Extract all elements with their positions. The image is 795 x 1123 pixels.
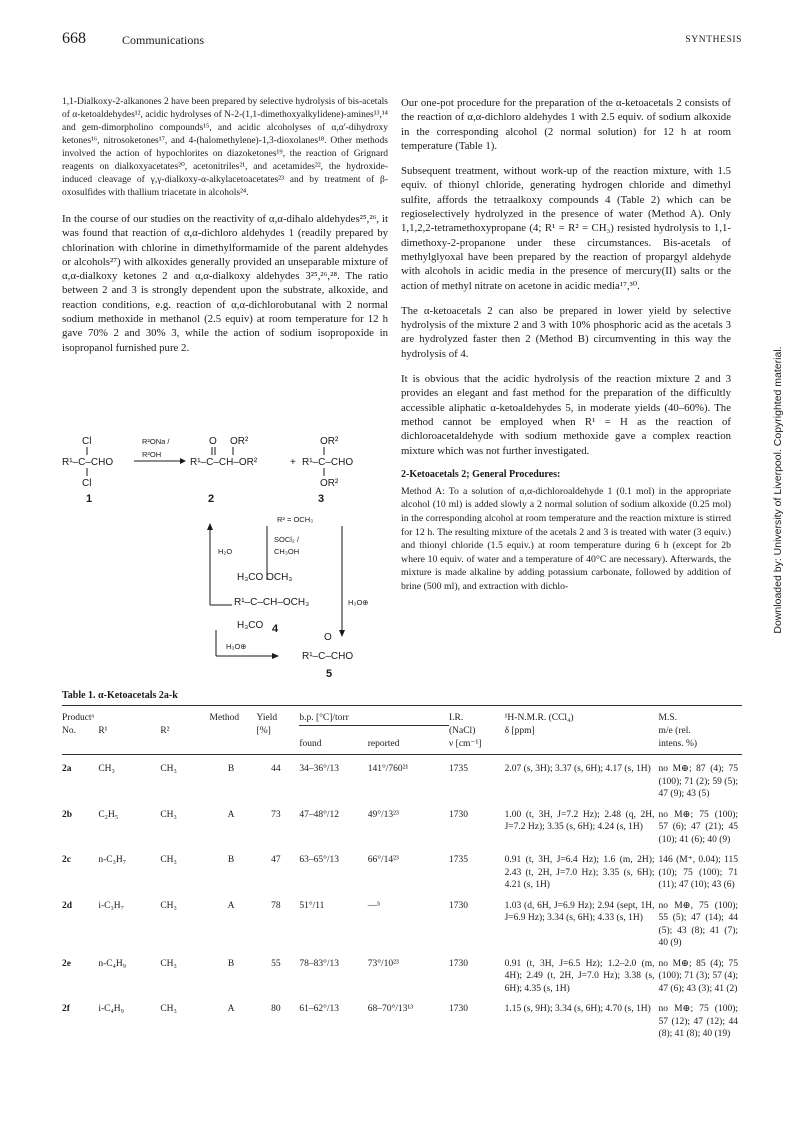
cell-method: B — [227, 958, 235, 969]
cell-no: 2a — [62, 764, 72, 774]
table-row — [62, 892, 742, 950]
cell-bp-reported: 141°/760²¹ — [367, 764, 409, 774]
header-ir-unit: ν [cm⁻¹] — [448, 738, 482, 749]
arrow-head — [180, 458, 186, 464]
table-header-row — [62, 725, 742, 738]
section-name: Communications — [122, 33, 204, 47]
reagent-ch3oh: CH₃OH — [274, 547, 300, 556]
condition-r2: R² = OCH₃ — [277, 515, 314, 524]
cell-ms: no M⊕; 87 (4); 75 (100); 71 (2); 59 (5); 47 (9); 43 (5) — [658, 764, 738, 799]
cell-method: B — [227, 764, 235, 774]
header-product: Productᵃ — [62, 713, 95, 723]
procedure-overview: Our one-pot procedure for the preparation of the α-ketoacetals 2 consists of the reaction of α,α-dichloro aldehydes 1 with 2.5 equiv. of sodium alkoxide in the corresponding alcohol (2 normal solution) for 12 h at room temperature (Table 1). — [401, 97, 731, 152]
header-method: Method — [209, 713, 240, 723]
header-no: No. — [62, 726, 76, 736]
reaction-scheme-svg — [62, 430, 390, 665]
header-yield: Yield — [256, 713, 278, 723]
cell-method: A — [227, 1004, 235, 1014]
procedure-title: 2-Ketoacetals 2; General Procedures: — [401, 468, 561, 480]
method-b-paragraph: The α-ketoacetals 2 can also be prepared in lower yield by selective hydrolysis of the mixture 2 and 3 with 10% phosphoric acid as the acetals 3 are hydrolyzed faster then 2 (Method B) circumventing in this way the hydrolysis of 4. — [401, 304, 731, 360]
cell-r1: i-C₄H₉ — [98, 1004, 124, 1014]
table — [62, 705, 742, 1041]
ketoaldehyde-paragraph: It is obvious that the acidic hydrolysis of the reaction mixture 2 and 3 provides an elegant and fast method for the preparation of the difficultly accessible aliphatic α-ketoaldehydes 5, in moderate yields (40–60%). The method cannot be employed when R¹ = H as the reaction of dichloroacetaldehyde with sodium methoxide gave a complex reaction mixture which was not further investigated. — [401, 373, 731, 457]
compound-label-1: 1 — [86, 493, 93, 505]
method-a-procedure: Method A: To a solution of α,α-dichloroaldehyde 1 (0.1 mol) in the appropriate alcohol (10 ml) is added slowly a 2 normal solution of sodium alkoxide (0.25 mol) in the corresponding alcohol at room temperature and the reaction mixture is stirred for 12 h. The resulting mixture of the acetals 2 and 3 is treated with water (3 equiv.) and thionyl chloride (1.5 equiv.) at room temperature during 6 h (except for 2b where 10 equiv. of water and a temperature of 40°C are necessary). Afterwards, the mixture is made alkaline by adding potassium carbonate, followed by addition of brine (500 ml), and extraction with dichlo- — [401, 485, 731, 592]
journal-name: SYNTHESIS — [685, 35, 742, 45]
header-ir-medium: (NaCl) — [448, 726, 476, 736]
plus-sign: + — [290, 457, 296, 468]
cell-ms: 146 (M⁺, 0.04); 115 (10); 75 (100); 71 (11); 47 (10); 43 (6) — [658, 855, 738, 890]
cell-nmr: 1.15 (s, 9H); 3.34 (s, 6H); 4.70 (s, 1H) — [504, 1004, 651, 1014]
cell-no: 2c — [62, 855, 71, 865]
left-column — [62, 96, 388, 366]
cell-no: 2d — [62, 900, 73, 911]
watermark-text: Downloaded by: University of Liverpool. Copyrighted material. — [772, 346, 784, 634]
compound-label-2: 2 — [208, 493, 215, 505]
cell-r2: CH₃ — [160, 855, 177, 865]
cell-no: 2e — [62, 958, 71, 969]
ald-or2-bottom: OR² — [320, 478, 339, 489]
header-r2: R² — [160, 726, 170, 736]
compound-label-3: 3 — [318, 493, 325, 505]
cell-ms: no M⊕, 75 (100); 55 (5); 47 (14); 44 (5); 43 (8); 41 (7); 40 (9) — [658, 900, 738, 948]
reaction-scheme — [62, 430, 390, 665]
cell-nmr: 2.07 (s, 3H); 3.37 (s, 6H); 4.17 (s, 1H) — [504, 764, 651, 774]
right-column — [401, 96, 731, 594]
ketoacetal-table — [62, 705, 742, 1041]
cell-ir: 1735 — [448, 855, 468, 865]
table-title: Table 1. α-Ketoacetals 2a-k — [62, 690, 178, 701]
cell-ir: 1730 — [448, 958, 468, 969]
tetra-chain: R¹–C–CH–OCH₃ — [234, 597, 310, 608]
arrow-head — [272, 653, 279, 659]
header-r1: R¹ — [98, 726, 108, 736]
arrow-reagent-2: R²OH — [142, 450, 162, 459]
ald-chain: R¹–C–CHO — [302, 457, 354, 468]
cell-yield: 47 — [271, 855, 281, 865]
arrow-head — [339, 630, 345, 637]
header-ir: I.R. — [448, 713, 464, 723]
cell-nmr: 1.03 (d, 6H, J=6.9 Hz); 2.94 (sept, 1H, J=6.9 Hz); 3.34 (s, 6H); 4.33 (s, 1H) — [504, 900, 655, 923]
intro-paragraph: 1,1-Dialkoxy-2-alkanones 2 have been prepared by selective hydrolysis of bis-acetals of α-ketoaldehydes¹², acidic hydrolyses of N-2-(1,1-dimethoxyalkylidene)-amines¹³,¹⁴ and gem-dimorpholino compounds¹⁵, and acidic alcoholyses of α,α′-dihydroxy ketones¹⁶, nitrosoketones¹⁷, and 4-(halomethylene)-1,3-dioxolanes¹⁸. Other methods involved the action of hypochlorites on diazoketones¹⁹, the reaction of Grignard reagents on dialkoxyacetates²⁰, acetonitriles²¹, and acetamides²², the hydroxide-induced cleavage of γ,γ-dialkoxy-α-alkylacetoacetates²³ and by treatment of β-oxosulfides with thallium triacetate in alcohols²⁴. — [62, 97, 388, 198]
cell-nmr: 0.91 (t, 3H, J=6.5 Hz); 1.2–2.0 (m, 4H); 2.49 (t, 2H, J=7.0 Hz); 3.38 (s, 6H); 4.35 (s, 1H) — [504, 958, 655, 994]
tetraalkoxy-paragraph: Subsequent treatment, without work-up of the reaction mixture, with 1.5 equiv. of thionyl chloride, generating hydrogen chloride and dimethyl sulfite, affords the tetraalkoxy compounds 4 (Table 2) which can be regioselectively hydrolyzed in the presence of water (Method A). Only 1,1,2,2-tetramethoxypropane (4; R¹ = R² = CH₃) resisted hydrolysis to 1,1-dimethoxy-2-propanone under these circumstances. Bis-acetals of methylglyoxal have been prepared by the reaction of propargyl aldehyde with alcohols in acidic media in the presence of mercury(II) salts or the action of methyl nitrate on acetone in acidic media¹⁷,³⁰. — [401, 165, 731, 292]
cell-yield: 78 — [271, 900, 281, 911]
cell-ir: 1730 — [448, 1004, 468, 1014]
cell-method: A — [227, 809, 235, 820]
cell-r2: CH₃ — [160, 764, 177, 774]
cell-r2: CH₃ — [160, 1004, 177, 1014]
table-row — [62, 995, 742, 1041]
sm-cl-bottom: Cl — [82, 478, 92, 489]
cell-bp-found: 51°/11 — [299, 900, 325, 911]
compound-label-4: 4 — [272, 623, 279, 635]
cell-yield: 80 — [271, 1004, 281, 1014]
cell-yield: 55 — [271, 958, 281, 969]
cell-no: 2f — [62, 1004, 70, 1014]
header-reported: reported — [367, 738, 400, 749]
header-ms-unit: m/e (rel. — [658, 726, 691, 736]
keto-chain: R¹–C–CHO — [302, 651, 354, 662]
ketone-or2: OR² — [230, 436, 249, 447]
cell-r1: n-C₃H₇ — [98, 855, 127, 865]
header-ms-unit-2: intens. %) — [658, 738, 698, 749]
cell-ir: 1735 — [448, 764, 468, 774]
cell-ir: 1730 — [448, 900, 468, 911]
cell-r1: n-C₄H₉ — [98, 958, 127, 969]
table-row — [62, 801, 742, 847]
arrow-reagent-1: R²ONa / — [142, 437, 170, 446]
page-number: 668 — [62, 30, 86, 47]
cell-bp-reported: —ᵇ — [367, 900, 381, 911]
cell-no: 2b — [62, 809, 73, 820]
header-yield-unit: [%] — [256, 726, 271, 736]
cell-bp-reported: 73°/10²³ — [367, 958, 399, 969]
cell-bp-found: 63–65°/13 — [299, 855, 340, 865]
cell-method: B — [227, 855, 235, 865]
tetra-top: H₃CO OCH₃ — [237, 572, 293, 583]
cell-bp-found: 61–62°/13 — [299, 1004, 340, 1014]
compound-label-5: 5 — [326, 668, 333, 680]
cell-ms: no M⊕; 75 (100); 57 (12); 47 (12); 44 (8); 41 (8); 40 (19) — [658, 1004, 738, 1039]
header-ms: M.S. — [658, 713, 678, 723]
download-watermark — [768, 260, 788, 720]
header-nmr-unit: δ [ppm] — [504, 726, 535, 736]
cell-bp-found: 78–83°/13 — [299, 958, 340, 969]
cell-method: A — [227, 900, 235, 911]
cell-yield: 44 — [271, 764, 281, 774]
table-row — [62, 950, 742, 996]
arrow-head — [207, 523, 213, 530]
cell-ms: no M⊕; 75 (100); 57 (6); 47 (21); 45 (10); 41 (6); 40 (9) — [658, 809, 738, 845]
h3o-bottom: H₃O⊕ — [226, 642, 247, 651]
sm-cl-top: Cl — [82, 436, 92, 447]
cell-ir: 1730 — [448, 809, 468, 820]
ketone-chain: R¹–C–CH–OR² — [190, 457, 258, 468]
tetra-bottom: H₃CO — [237, 620, 264, 631]
cell-nmr: 1.00 (t, 3H, J=7.2 Hz); 2.48 (q, 2H, J=7.2 Hz); 3.35 (s, 6H); 4.24 (s, 1H) — [504, 809, 655, 832]
header-nmr: ¹H-N.M.R. (CCl₄) — [504, 713, 574, 723]
keto-o: O — [324, 632, 332, 643]
table-header-row — [62, 738, 742, 755]
cell-nmr: 0.91 (t, 3H, J=6.4 Hz); 1.6 (m, 2H); 2.43 (t, 2H, J=7.0 Hz); 3.35 (s, 6H); 4.21 (s, 1H) — [504, 855, 655, 890]
cell-bp-found: 34–36°/13 — [299, 764, 340, 774]
header-found: found — [299, 738, 322, 749]
page-header — [62, 30, 742, 50]
ald-or2-top: OR² — [320, 436, 339, 447]
sm-chain: R¹–C–CHO — [62, 457, 114, 468]
cell-r1: i-C₃H₇ — [98, 900, 124, 911]
cell-bp-reported: 66°/14²³ — [367, 855, 399, 865]
studies-paragraph: In the course of our studies on the reactivity of α,α-dihalo aldehydes²⁵,²⁶, it was found that reaction of α,α-dichloro aldehydes 1 (readily prepared by chlorination with chlorine in dimethylformamide of the parent aldehydes or alcohols²⁷) with alkoxides generally provided an unseparable mixture of α,α-dialkoxy ketones 2 and α,α-dialkoxy aldehydes 3²⁵,²⁶,²⁸. The ratio between 2 and 3 is strongly dependent upon the substrate, alkoxide, and reaction conditions, e.g. reaction of α,α-dichlorobutanal with 2 normal sodium methoxide in methanol (2.5 equiv) at room temperature for 12 h gave 70% 2 and 30% 3, while the action of sodium isopropoxide in isopropanol furnished pure 2. — [62, 213, 388, 354]
cell-yield: 73 — [271, 809, 281, 820]
reagent-h2o: H₂O — [218, 547, 233, 556]
reagent-socl2: SOCl₂ / — [274, 535, 299, 544]
table-row — [62, 755, 742, 801]
cell-r2: CH₃ — [160, 958, 177, 969]
cell-ms: no M⊕; 85 (4); 75 (100); 71 (3); 57 (4); 47 (6); 43 (3); 41 (2) — [658, 958, 738, 994]
cell-r2: CH₃ — [160, 900, 177, 911]
h3o-right: H₃O⊕ — [348, 598, 369, 607]
cell-bp-found: 47–48°/12 — [299, 809, 340, 820]
table-header-row — [62, 706, 742, 726]
cell-r1: C₂H₅ — [98, 809, 119, 820]
cell-r2: CH₃ — [160, 809, 177, 820]
cell-r1: CH₃ — [98, 764, 115, 774]
ketone-o: O — [209, 436, 217, 447]
table-row — [62, 846, 742, 892]
header-bp: b.p. [°C]/torr — [299, 713, 349, 723]
cell-bp-reported: 49°/13²³ — [367, 809, 399, 820]
cell-bp-reported: 68–70°/13¹³ — [367, 1004, 414, 1014]
